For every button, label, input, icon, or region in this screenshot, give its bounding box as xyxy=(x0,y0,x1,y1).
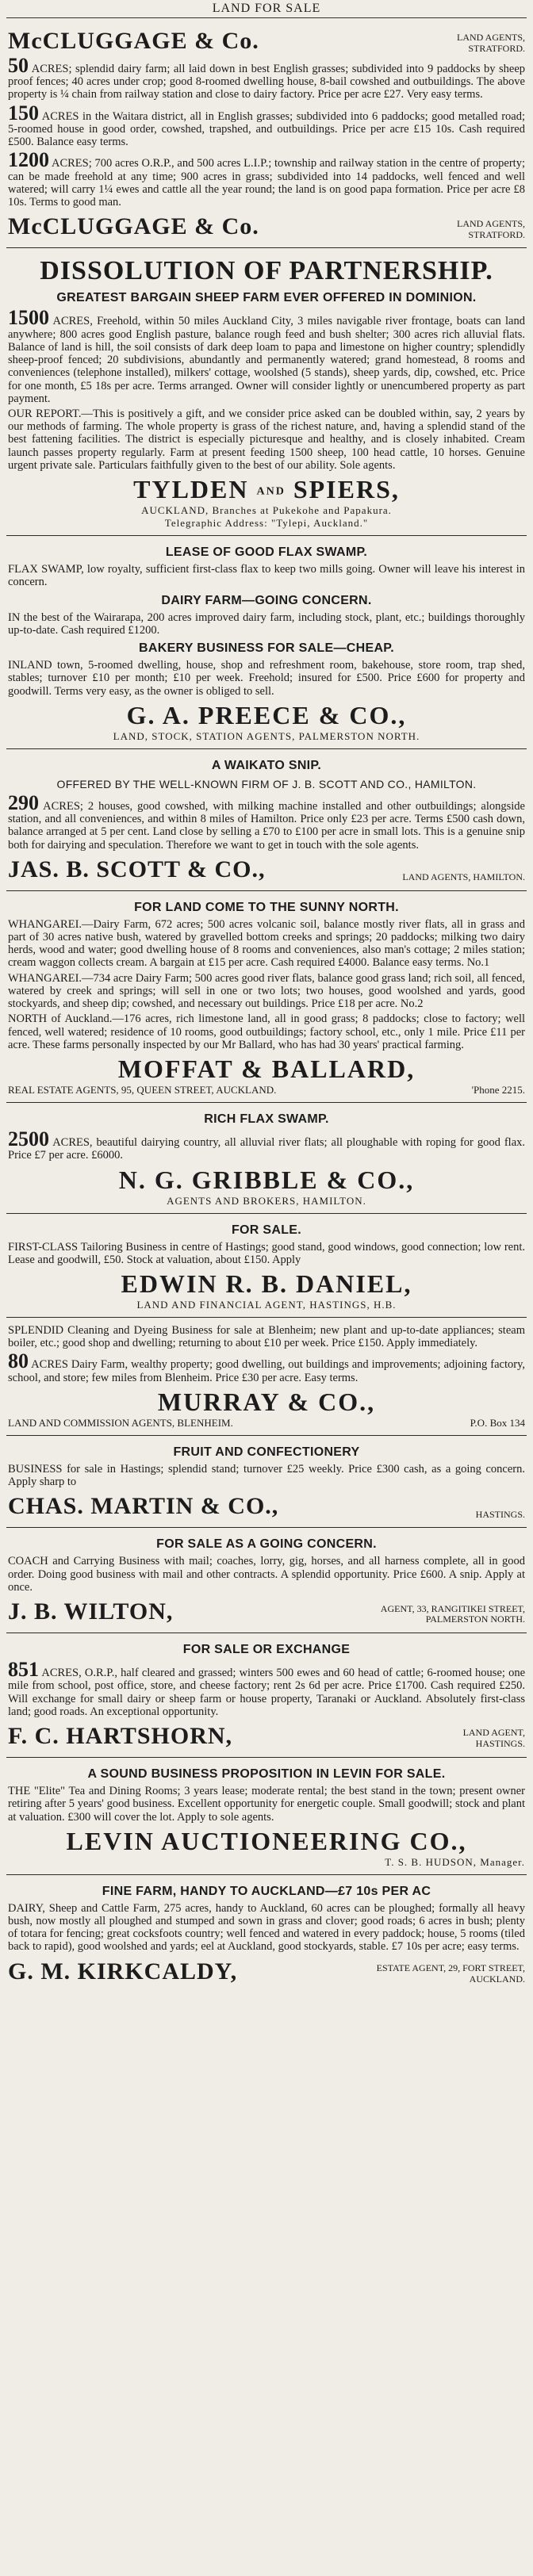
advertiser-name-part: TYLDEN xyxy=(133,475,249,504)
ad-preece xyxy=(6,536,527,749)
advertiser-address: AUCKLAND, Branches at Pukekohe and Papakura. xyxy=(141,504,392,517)
advertiser-name: G. M. KIRKCALDY, xyxy=(8,1958,238,1985)
advertiser-town: HASTINGS. xyxy=(475,1508,525,1520)
advertiser-name: N. G. GRIBBLE & CO., xyxy=(118,1165,415,1194)
ad-heading: RICH FLAX SWAMP. xyxy=(204,1112,329,1127)
listing-text: DAIRY, Sheep and Cattle Farm, 275 acres, handy to Auckland, 60 acres can be ploughed; formally all heavy bush, now mostly all ploughed and stumped and sown in grass and clover; good roads; 6 acres in bush; plenty of totara for fencing; great cocksfoots country; well fenced and watered in every paddock; house, 5 rooms (tiled back to rapid), good woolshed and yards; eel at Auckland, good stockyards, stable. £7 10s per acre; easy terms. xyxy=(8,1901,525,1954)
advertiser-footer xyxy=(8,1084,525,1097)
ad-heading: FOR LAND COME TO THE SUNNY NORTH. xyxy=(134,900,399,914)
ad-moffat-ballard xyxy=(6,891,527,1103)
advertiser-sub: ESTATE AGENT, 29, FORT STREET, AUCKLAND. xyxy=(376,1962,525,1985)
advertiser-sub: T. S. B. HUDSON, Manager. xyxy=(385,1855,525,1868)
advertiser-town: HASTINGS. xyxy=(475,1738,525,1750)
listing-text: FLAX SWAMP, low royalty, sufficient first-class flax to keep two mills going. Owner will leave his interest in concern. xyxy=(8,563,525,589)
ad-daniel xyxy=(6,1214,527,1318)
listing-acreage: 851 xyxy=(8,1658,39,1682)
listing-acreage: 150 xyxy=(8,101,39,124)
listing xyxy=(8,308,525,405)
advertiser-name: J. B. WILTON, xyxy=(8,1598,174,1625)
advertiser-name-part: SPIERS, xyxy=(293,475,400,504)
ad-heading: FOR SALE. xyxy=(231,1223,302,1237)
listing-text: INLAND town, 5-roomed dwelling, house, shop and refreshment room, bakehouse, store room, trap shed, stables; turnover £10 per month; £10 per week. Freehold; insured for £500. Price £600 for property and goodwill. Terms very easy, as the owner is obliged to sell. xyxy=(8,659,525,698)
ad-scott xyxy=(6,749,527,891)
listing xyxy=(8,148,525,209)
ad-heading: BAKERY BUSINESS FOR SALE—CHEAP. xyxy=(139,641,394,656)
advertiser-name: LEVIN AUCTIONEERING CO., xyxy=(66,1826,467,1855)
advertiser-role: LAND AGENTS, HAMILTON. xyxy=(402,871,525,882)
advertiser-and: AND xyxy=(256,485,286,498)
listing-text: ACRES; splendid dairy farm; all laid down in best English grasses; subdivided into 9 paddocks by sheep proof fences; 40 acres under crop; good 8-roomed dwelling house, 8-bail cowshed and outbuildings. The above property is ¼ chain from railway station and close to dairy factory. Price per acre £27. Very easy terms. xyxy=(8,63,526,101)
ad-heading: FINE FARM, HANDY TO AUCKLAND—£7 10s PER AC xyxy=(102,1884,431,1898)
advertiser-name: EDWIN R. B. DANIEL, xyxy=(121,1269,412,1299)
advertiser-footer xyxy=(8,1598,525,1625)
advertiser-sub: LAND AND COMMISSION AGENTS, BLENHEIM. xyxy=(8,1416,233,1429)
ad-tylden-spiers xyxy=(6,248,527,536)
ad-heading: FOR SALE AS A GOING CONCERN. xyxy=(156,1537,377,1552)
listing-text: ACRES, Freehold, within 50 miles Auckland City, 3 miles navigable river frontage, boats can land anywhere; 800 acres good English pasture, balance rough feed and bush shelter; 300 acres rich alluvial flats. Balance of land is hill, the soil consists of dark deep loam to papa and limestone on higher country; splendidly sheep-proof fenced; 20 subdivisions, abundantly and permanently watered; grand homestead, 8 rooms and conveniences (telephone installed), milkers' cottage, woolshed (5 stands), sheep yards, dip, cowshed, etc. Price for one month, £5 18s per acre. Terms arranged. Owner will consider lightly or unencumbered property as part payment. xyxy=(8,315,525,405)
advertiser-footer xyxy=(8,1723,525,1750)
advertiser-sub: LAND AND FINANCIAL AGENT, HASTINGS, H.B. xyxy=(136,1299,397,1311)
listing-text: BUSINESS for sale in Hastings; splendid stand; turnover £25 weekly. Price £300 cash, as a going concern. Apply sharp to xyxy=(8,1462,525,1489)
ad-gribble xyxy=(6,1103,527,1213)
advertiser-name: CHAS. MARTIN & CO., xyxy=(8,1493,279,1520)
listing-acreage: 1200 xyxy=(8,148,49,172)
listing-text: WHANGAREI.—734 acre Dairy Farm; 500 acres good river flats, balance good grass land; rich soil, all fenced, watered by creek and springs; will sell in one or two lots; two houses, good woolshed and yards, good stockyards, and sheep dip; cowshed, and necessary out buildings. Price £18 per acre. No.2 xyxy=(8,971,525,1011)
ad-heading: DAIRY FARM—GOING CONCERN. xyxy=(161,593,372,607)
listing-acreage: 290 xyxy=(8,790,39,814)
advertiser-phone: 'Phone 2215. xyxy=(471,1084,525,1097)
listing xyxy=(8,101,525,149)
listing xyxy=(8,1349,526,1384)
listing-text: WHANGAREI.—Dairy Farm, 672 acres; 500 acres volcanic soil, balance mostly river flats, all in grass and part of 30 acres native bush, watered by gravelled bottom creeks and springs; 20 paddocks; milking two dairy herds, wood and water; good dwelling house of 8 rooms and conveniences, also man's cottage; 2 miles station; cream waggon collects cream. A bargain at £15 per acre. Cash required £4000. Balance easy terms. No.1 xyxy=(8,917,525,970)
listing xyxy=(8,1127,526,1162)
advertiser-name: JAS. B. SCOTT & CO., xyxy=(8,855,266,882)
listing-text: ACRES Dairy Farm, wealthy property; good dwelling, out buildings and improvements; adjoining factory, school, and store; few miles from Blenheim. Price £30 per acre. Easy terms. xyxy=(8,1358,526,1384)
ad-heading: A SOUND BUSINESS PROPOSITION IN LEVIN FOR SALE. xyxy=(87,1767,446,1782)
section-header: LAND FOR SALE xyxy=(6,0,527,18)
ad-subtitle: GREATEST BARGAIN SHEEP FARM EVER OFFERED IN DOMINION. xyxy=(56,291,477,305)
ad-subheading: OFFERED BY THE WELL-KNOWN FIRM OF J. B. SCOTT AND CO., HAMILTON. xyxy=(56,777,477,790)
advertiser-role: LAND AGENT, xyxy=(462,1727,525,1739)
listing-text: NORTH of Auckland.—176 acres, rich limestone land, all in good grass; 8 paddocks; close to factory; well fenced, well watered; residence of 10 rooms, good outbuildings; factory school, etc., only 1 mile. Price £11 per acre. These farms personally inspected by our Mr Ballard, who has had 30 years' practical farming. xyxy=(8,1012,525,1051)
advertiser-sub: LAND, STOCK, STATION AGENTS, PALMERSTON NORTH. xyxy=(113,729,420,742)
listing-text: ACRES; 700 acres O.R.P., and 500 acres L.I.P.; township and railway station in the centre of property; can be made freehold at any time; 900 acres in grass; subdivided into 14 paddocks, well fenced and well watered; will carry 1¼ ewes and cattle all the year round; the land is on good papa formation. Price per acre £8 10s. Terms to good man. xyxy=(8,157,525,209)
listing xyxy=(8,1660,525,1718)
advertiser-footer xyxy=(8,856,525,883)
advertiser-name: MURRAY & CO., xyxy=(157,1387,376,1416)
listing-acreage: 2500 xyxy=(8,1127,49,1151)
ad-wilton xyxy=(6,1528,527,1633)
ad-heading: FOR SALE OR EXCHANGE xyxy=(182,1643,351,1657)
advertiser-telegraphic: Telegraphic Address: "Tylepi, Auckland." xyxy=(164,517,369,530)
advertiser-name xyxy=(8,475,525,504)
advertiser-town: STRATFORD. xyxy=(468,228,525,240)
listing xyxy=(8,790,525,852)
listing-acreage: 50 xyxy=(8,54,29,77)
listing-text: ACRES, beautiful dairying country, all alluvial river flats; all ploughable with roping for good flax. Price £7 per acre. £6000. xyxy=(8,1136,526,1162)
listing-text: THE "Elite" Tea and Dining Rooms; 3 years lease; moderate rental; the best stand in the town; present owner retiring after 5 years' good business. Excellent opportunity for energetic couple. Small goodwill; stock and plant at valuation. £300 will cover the lot. Apply to sole agents. xyxy=(8,1785,525,1824)
ad-mccluggage xyxy=(6,18,527,248)
advertiser-box: P.O. Box 134 xyxy=(470,1416,525,1429)
ad-heading: LEASE OF GOOD FLAX SWAMP. xyxy=(165,545,368,560)
listing-text: ACRES, O.R.P., half cleared and grassed; winters 500 ewes and 60 head of cattle; 6-roomed house; one mile from school, post office, store, and cheese factory; rent 2s 6d per acre. Price £1700. Cash required £250. Will exchange for small dairy or sheep farm or house property, Taranaki or Auckland. Absolutely first-class land; good roads. An exceptional opportunity. xyxy=(8,1667,525,1718)
advertiser-town: STRATFORD. xyxy=(468,43,525,55)
advertiser-name: G. A. PREECE & CO., xyxy=(126,700,407,729)
listing-acreage: 80 xyxy=(8,1349,29,1373)
listing-text: ACRES; 2 houses, good cowshed, with milking machine installed and other outbuildings; alongside station, and all conveniences, and within 8 miles of Hamilton. Price only £23 per acre. Terms £500 cash down, balance arranged at 5 per cent. Land close by selling a £70 to £100 per acre in small lots. This is a genuine snip both for dairying and speculation. Therefore we want to get in touch with the sole agents. xyxy=(8,799,525,852)
advertiser-footer xyxy=(8,1417,525,1430)
listing xyxy=(8,56,525,101)
listing-acreage: 1500 xyxy=(8,306,49,330)
advertiser-name: McCLUGGAGE & Co. xyxy=(8,213,259,240)
listing-report: OUR REPORT.—This is positively a gift, and we consider price asked can be doubled within, say, 2 years by our methods of farming. The whole property is grass of the richest nature, and, having a splendid stand of the best fattening facilities. The district is especially picturesque and healthy, and is closely inhabited. Cream launch passes property regularly. Farm at present feeding 1500 sheep, 100 head cattle, 10 horses. Genuine urgent private sale. Particulars faithfully given to the best of our ability. Sole agents. xyxy=(8,407,525,472)
listing-text: IN the best of the Wairarapa, 200 acres improved dairy farm, including stock, plant, etc.; buildings thoroughly up-to-date. Cash required £1200. xyxy=(8,611,525,637)
advertiser-sub: REAL ESTATE AGENTS, 95, QUEEN STREET, AUCKLAND. xyxy=(8,1084,277,1097)
advertiser-header xyxy=(8,28,525,55)
ad-martin xyxy=(6,1436,527,1528)
listing-text: SPLENDID Cleaning and Dyeing Business for sale at Blenheim; new plant and up-to-date appliances; steam boiler, etc.; good shop and dwelling; returning to about £10 per week. Price £150. Apply immediately. xyxy=(8,1324,525,1350)
ad-levin xyxy=(6,1758,527,1875)
listing-text: FIRST-CLASS Tailoring Business in centre of Hastings; good stand, good windows, good connection; low rent. Lease and goodwill, £50. Stock at valuation, about £150. Apply xyxy=(8,1240,525,1266)
advertiser-name: MOFFAT & BALLARD, xyxy=(117,1055,416,1084)
ad-title: DISSOLUTION OF PARTNERSHIP. xyxy=(40,256,493,286)
ad-heading: FRUIT AND CONFECTIONERY xyxy=(173,1445,360,1459)
ad-kirkcaldy xyxy=(6,1875,527,1992)
advertiser-role: LAND AGENTS, xyxy=(457,32,525,44)
listing-text: COACH and Carrying Business with mail; coaches, lorry, gig, horses, and all harness complete, all in good order. Doing good business with mail and other contracts. A splendid opportunity. Price £600. A snip. Apply at once. xyxy=(8,1555,525,1594)
advertiser-footer xyxy=(8,1493,525,1520)
advertiser-name: F. C. HARTSHORN, xyxy=(8,1723,233,1750)
advertiser-footer xyxy=(8,213,525,240)
listing-text: ACRES in the Waitara district, all in English grasses; subdivided into 6 paddocks; good metalled road; 5-roomed house in good order, cowshed, trapshed, and outbuildings. Price per acre £15 10s. Cash required £500. Balance easy terms. xyxy=(8,109,525,149)
advertiser-sub: AGENTS AND BROKERS, HAMILTON. xyxy=(167,1194,366,1207)
advertiser-sub: AGENT, 33, RANGITIKEI STREET, PALMERSTON NORTH. xyxy=(380,1602,525,1625)
advertiser-name: McCLUGGAGE & Co. xyxy=(8,28,259,54)
advertiser-role: LAND AGENTS, xyxy=(457,217,525,229)
ad-heading: A WAIKATO SNIP. xyxy=(211,758,322,772)
advertiser-footer xyxy=(8,1958,525,1985)
ad-hartshorn xyxy=(6,1633,527,1758)
ad-murray xyxy=(6,1318,527,1436)
